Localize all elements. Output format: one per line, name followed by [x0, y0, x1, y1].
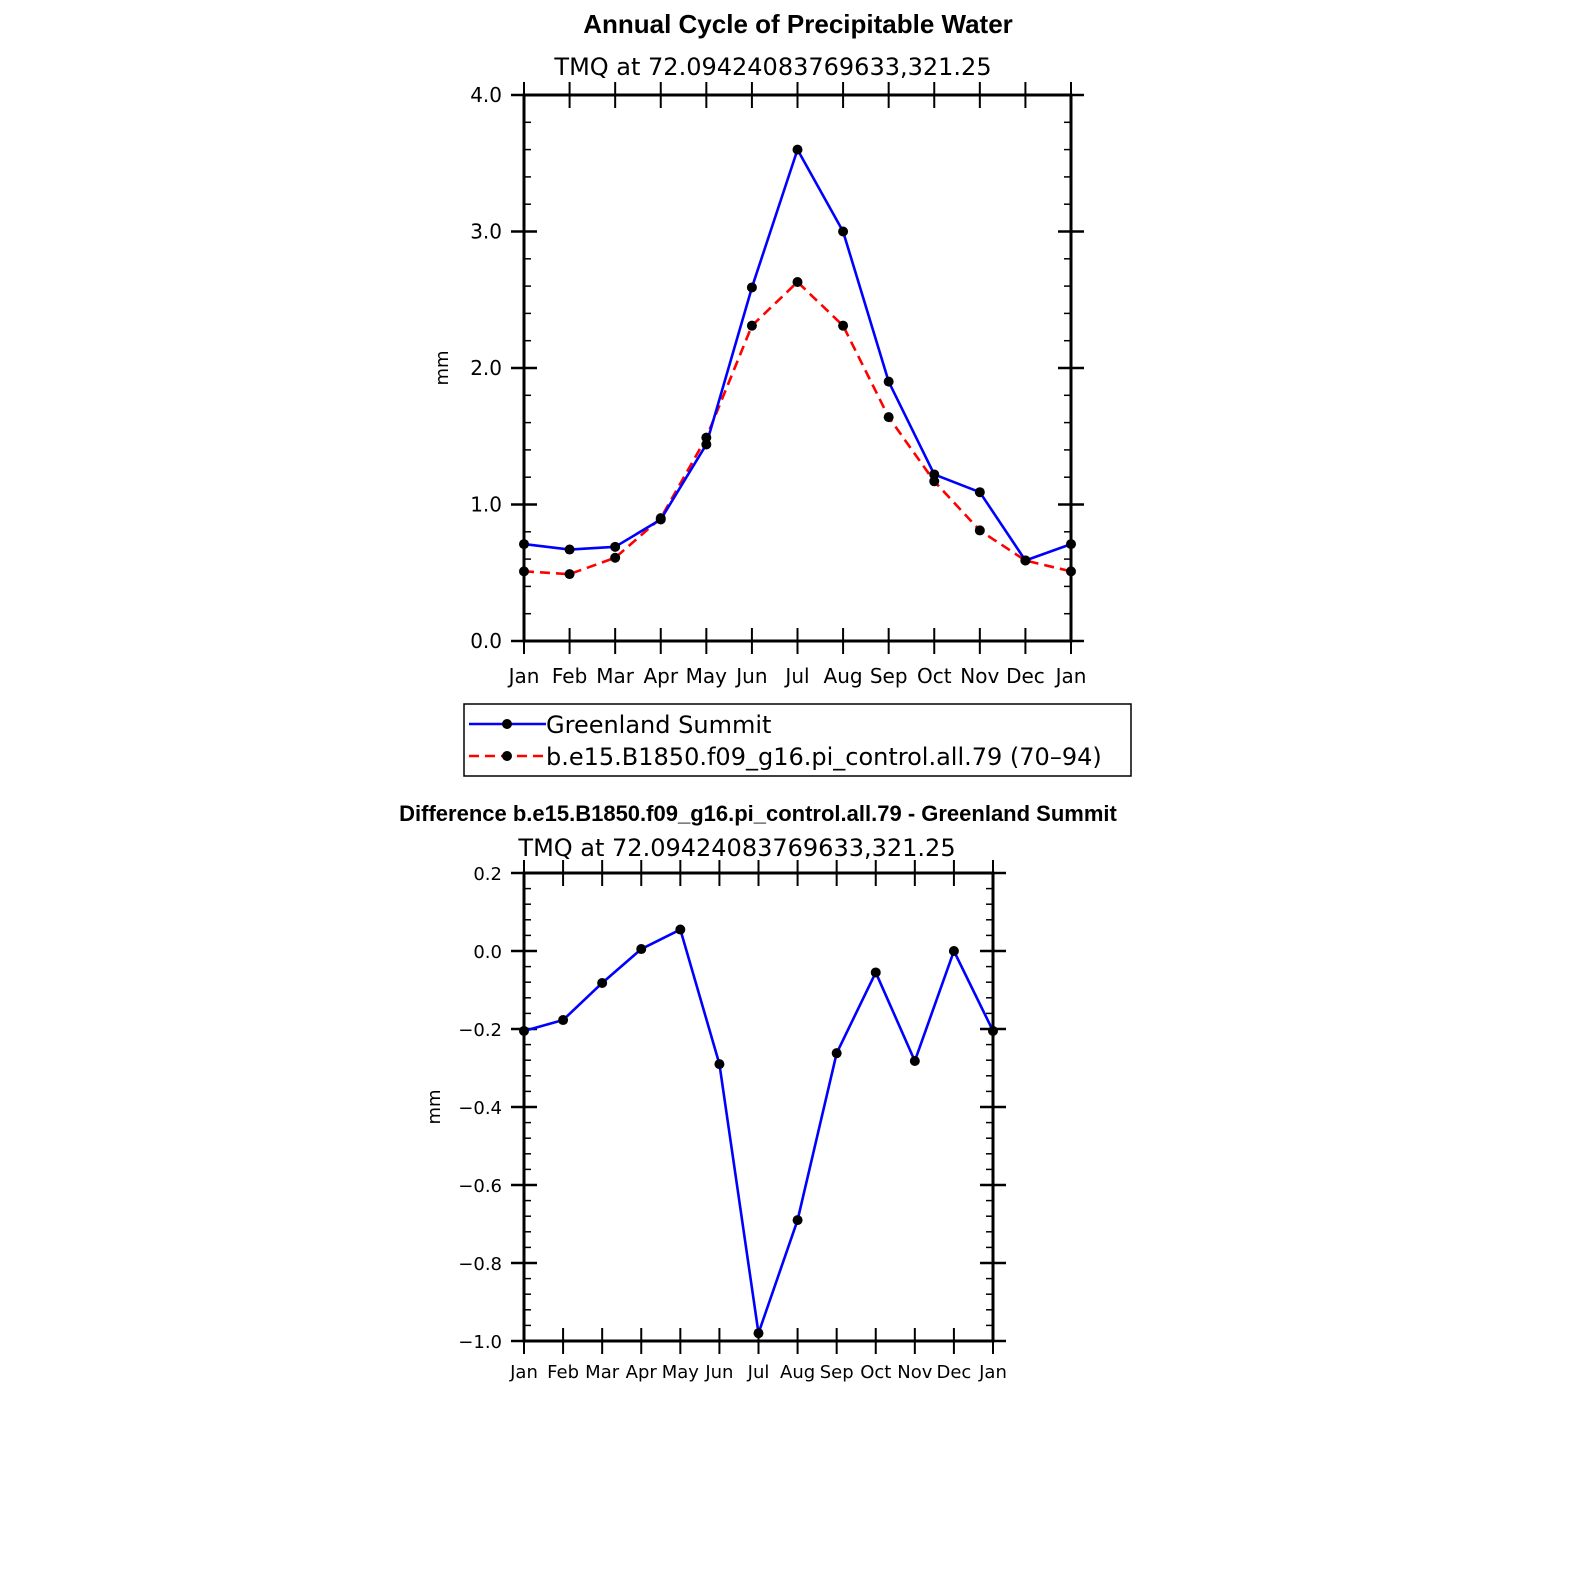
plot-frame [524, 95, 1071, 641]
x-tick-label: Sep [819, 1362, 854, 1383]
y-tick-label: 0.0 [473, 942, 502, 963]
x-tick-label: Apr [625, 1362, 657, 1383]
legend-item-model [469, 743, 1102, 771]
x-tick-label: Jan [979, 1362, 1007, 1383]
y-tick-label: −0.2 [458, 1020, 502, 1041]
plot-frame [524, 873, 993, 1341]
legend-marker [502, 719, 512, 729]
x-tick-label: Sep [869, 664, 908, 688]
x-tick-label: Mar [585, 1362, 620, 1383]
y-tick-labels [470, 83, 502, 653]
data-point [519, 566, 529, 576]
data-point [747, 282, 757, 292]
x-tick-label: Jul [747, 1362, 770, 1383]
x-tick-label: Jan [1055, 664, 1087, 688]
x-tick-label: Oct [860, 1362, 892, 1383]
data-point [832, 1048, 842, 1058]
x-tick-label: Nov [960, 664, 1000, 688]
data-point [1066, 539, 1076, 549]
data-point [838, 321, 848, 331]
y-tick-label: −0.8 [458, 1254, 502, 1275]
chart-title: Difference b.e15.B1850.f09_g16.pi_control.all.79 - Greenland Summit [399, 801, 1117, 826]
chart-subtitle: TMQ at 72.09424083769633,321.25 [518, 834, 956, 862]
axis-ticks [511, 860, 1006, 1354]
data-point [519, 539, 529, 549]
data-point [838, 227, 848, 237]
x-tick-label: Dec [936, 1362, 972, 1383]
y-tick-label: 1.0 [470, 492, 502, 517]
data-point [714, 1059, 724, 1069]
x-tick-label: Mar [596, 664, 635, 688]
legend-label: Greenland Summit [546, 711, 772, 739]
legend [464, 704, 1131, 776]
data-point [929, 469, 939, 479]
axis-ticks [511, 82, 1084, 654]
data-point [519, 1026, 529, 1036]
x-tick-label: Aug [823, 664, 863, 688]
y-tick-label: −0.4 [458, 1098, 502, 1119]
data-point [747, 321, 757, 331]
y-tick-label: 0.0 [470, 629, 502, 653]
data-point [793, 277, 803, 287]
x-tick-label: Jan [510, 1362, 538, 1383]
data-point [597, 978, 607, 988]
series-layer [519, 925, 998, 1339]
annual-cycle-chart [432, 9, 1131, 776]
x-tick-label: Feb [547, 1362, 580, 1383]
series-line [524, 930, 993, 1334]
x-tick-label: Oct [916, 664, 952, 688]
data-point [656, 515, 666, 525]
data-point [910, 1056, 920, 1066]
y-tick-label: 2.0 [470, 356, 502, 380]
y-tick-label: −1.0 [458, 1332, 502, 1353]
x-tick-labels [507, 664, 1087, 688]
x-tick-label: Jun [736, 664, 768, 688]
data-point [793, 1215, 803, 1225]
data-point [701, 439, 711, 449]
data-point [610, 553, 620, 563]
data-point [558, 1015, 568, 1025]
data-point [565, 569, 575, 579]
chart-subtitle: TMQ at 72.09424083769633,321.25 [554, 53, 992, 81]
data-point [610, 542, 620, 552]
series-line [524, 282, 1071, 574]
x-tick-label: Jul [785, 664, 810, 688]
x-tick-label: Dec [1006, 664, 1045, 688]
y-tick-label: 4.0 [470, 83, 502, 107]
data-point [754, 1328, 764, 1338]
data-point [975, 525, 985, 535]
series-layer [519, 145, 1076, 580]
data-point [884, 412, 894, 422]
y-axis-label: mm [424, 1089, 445, 1125]
data-point [949, 946, 959, 956]
legend-label: b.e15.B1850.f09_g16.pi_control.all.79 (70–94) [546, 743, 1102, 771]
x-tick-label: May [685, 664, 728, 688]
data-point [636, 944, 646, 954]
data-point [988, 1026, 998, 1036]
data-point [975, 487, 985, 497]
y-tick-labels [458, 864, 502, 1353]
y-tick-label: 0.2 [473, 864, 502, 885]
x-tick-labels [509, 1362, 1007, 1383]
x-tick-label: Apr [643, 664, 679, 688]
data-point [565, 545, 575, 555]
x-tick-label: Nov [897, 1362, 933, 1383]
y-axis-label: mm [432, 350, 453, 386]
x-tick-label: Aug [780, 1362, 816, 1383]
y-tick-label: 3.0 [470, 219, 502, 244]
data-point [1066, 566, 1076, 576]
x-tick-label: Jan [508, 664, 540, 688]
y-tick-label: −0.6 [458, 1176, 502, 1197]
data-point [675, 925, 685, 935]
x-tick-label: Jun [705, 1362, 734, 1383]
chart-title: Annual Cycle of Precipitable Water [583, 9, 1013, 39]
data-point [793, 145, 803, 155]
series-line [524, 150, 1071, 561]
x-tick-label: Feb [551, 664, 588, 688]
difference-chart [399, 801, 1117, 1383]
data-point [871, 967, 881, 977]
x-tick-label: May [661, 1362, 699, 1383]
data-point [884, 377, 894, 387]
data-point [1020, 555, 1030, 565]
legend-marker [502, 751, 512, 761]
